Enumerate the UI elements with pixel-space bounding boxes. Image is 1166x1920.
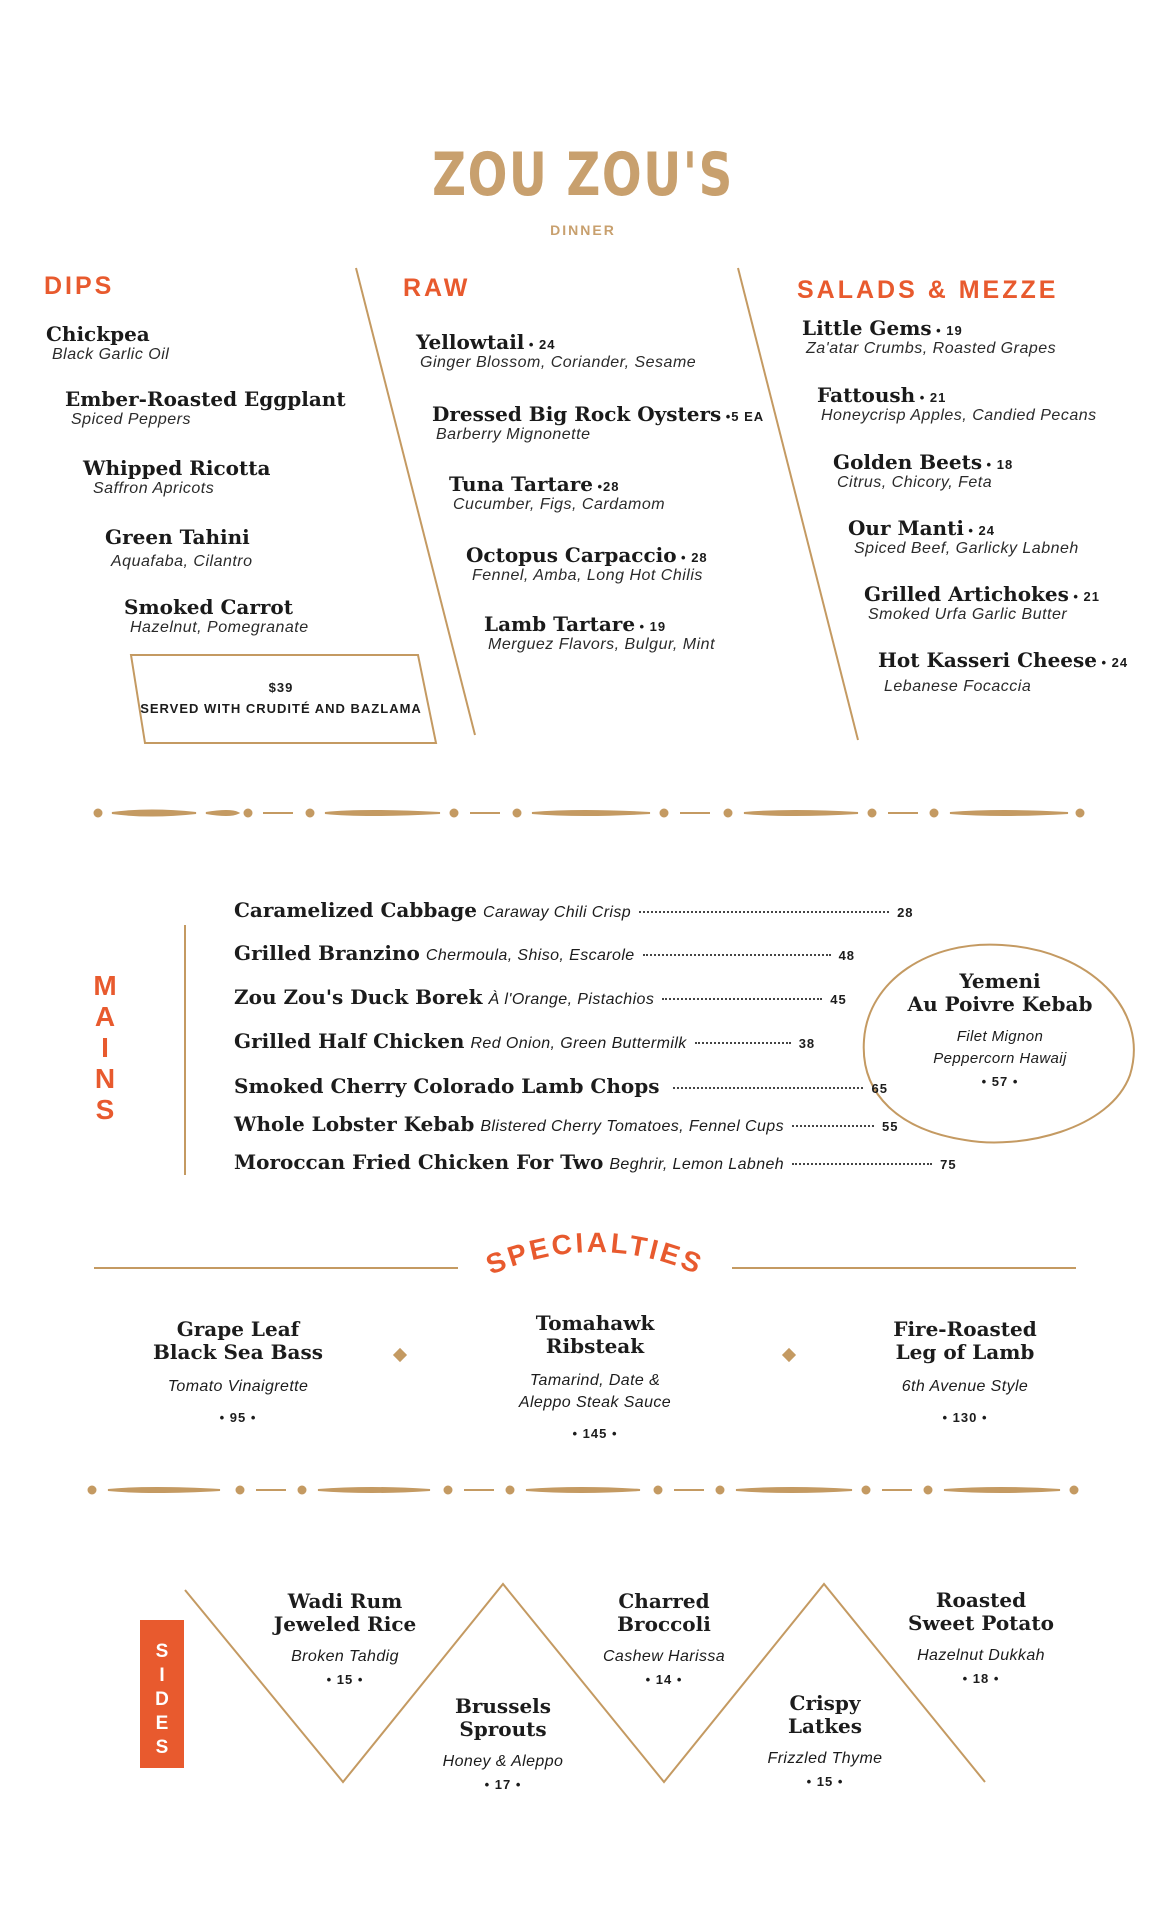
main-desc: Chermoula, Shiso, Escarole	[425, 947, 635, 964]
item-price: • 18	[986, 457, 1014, 472]
item-name: Golden Beets	[833, 450, 983, 474]
specialty-card	[475, 1312, 715, 1441]
main-name: Grilled Branzino	[234, 941, 420, 965]
heading-letter: I	[159, 1665, 165, 1686]
item-name: Green Tahini	[105, 525, 250, 549]
main-price: 48	[838, 948, 856, 963]
specialty-card	[118, 1318, 358, 1425]
item-desc: Barberry Mignonette	[436, 426, 591, 443]
main-name: Moroccan Fried Chicken For Two	[234, 1150, 604, 1174]
side-desc: Frizzled Thyme	[767, 1750, 883, 1767]
item-desc: Fennel, Amba, Long Hot Chilis	[472, 567, 703, 584]
leader-dots	[673, 1087, 863, 1089]
dips-box-price: $39	[268, 680, 294, 695]
mains-heading	[88, 970, 122, 1125]
item-desc: Hazelnut, Pomegranate	[130, 619, 309, 636]
item-desc: Spiced Peppers	[71, 411, 191, 428]
item-name: Little Gems	[802, 316, 932, 340]
item-name: Yellowtail	[416, 330, 525, 354]
side-name-line2: Sweet Potato	[908, 1611, 1054, 1635]
raw-item	[484, 612, 715, 654]
heading-letter: D	[155, 1689, 169, 1710]
main-price: 75	[940, 1157, 957, 1172]
item-name: Grilled Artichokes	[864, 582, 1069, 606]
main-name: Zou Zou's Duck Borek	[234, 985, 483, 1009]
raw-item	[432, 402, 764, 444]
item-price: • 21	[919, 390, 947, 405]
mains-row	[234, 985, 847, 1009]
side-name-line1: Roasted	[935, 1588, 1027, 1612]
item-name: Our Manti	[848, 516, 964, 540]
side-desc: Broken Tahdig	[291, 1648, 399, 1665]
main-price: 55	[881, 1119, 899, 1134]
mains-row	[234, 1112, 898, 1136]
leader-dots	[639, 911, 889, 913]
mains-row	[234, 941, 855, 965]
item-desc: Saffron Apricots	[93, 480, 215, 497]
item-name: Dressed Big Rock Oysters	[432, 402, 722, 426]
side-name-line1: Charred	[618, 1589, 710, 1613]
feature-card	[870, 970, 1130, 1089]
heading-letter: M	[93, 970, 117, 1001]
dips-item	[105, 525, 253, 571]
item-price: • 28	[681, 550, 708, 565]
salads-item	[802, 316, 1056, 358]
raw-heading: RAW	[403, 274, 471, 302]
item-name: Whipped Ricotta	[83, 456, 271, 480]
side-price: • 18 •	[962, 1671, 1000, 1686]
item-desc: Za'atar Crumbs, Roasted Grapes	[806, 340, 1057, 357]
dips-heading: DIPS	[44, 272, 115, 300]
main-desc: Blistered Cherry Tomatoes, Fennel Cups	[480, 1118, 784, 1135]
svg-text:SPECIALTIES	[482, 1227, 709, 1281]
item-price: • 24	[528, 337, 556, 352]
specialty-card	[845, 1318, 1085, 1425]
item-desc: Citrus, Chicory, Feta	[837, 474, 993, 491]
salads-item	[848, 516, 1079, 558]
item-desc: Merguez Flavors, Bulgur, Mint	[488, 636, 716, 653]
item-desc: Ginger Blossom, Coriander, Sesame	[420, 354, 697, 371]
item-name: Smoked Carrot	[124, 595, 294, 619]
specialty-desc: 6th Avenue Style	[901, 1378, 1029, 1395]
item-name: Octopus Carpaccio	[466, 543, 677, 567]
salads-item	[833, 450, 1013, 492]
salads-item	[817, 383, 1097, 425]
side-desc: Honey & Aleppo	[442, 1753, 564, 1770]
dips-item	[83, 456, 270, 498]
main-name: Whole Lobster Kebab	[234, 1112, 475, 1136]
raw-item	[416, 330, 696, 372]
side-card	[245, 1590, 445, 1687]
specialty-name-line2: Black Sea Bass	[153, 1340, 323, 1364]
feature-name-line1: Yemeni	[959, 969, 1041, 993]
item-name: Chickpea	[46, 322, 150, 346]
sides-heading	[140, 1620, 184, 1768]
mains-row	[234, 898, 914, 922]
raw-item	[449, 472, 665, 514]
item-price: • 19	[639, 619, 667, 634]
specialties-heading	[455, 1225, 735, 1295]
main-price: 45	[830, 992, 847, 1007]
dips-item	[65, 387, 346, 429]
item-name: Ember-Roasted Eggplant	[65, 387, 346, 411]
side-name-line1: Wadi Rum	[287, 1589, 403, 1613]
dips-box-note: SERVED WITH CRUDITÉ AND BAZLAMA	[140, 701, 422, 716]
side-price: • 15 •	[326, 1672, 364, 1687]
restaurant-logo: ZOU ZOU'S	[432, 140, 734, 210]
side-card	[403, 1695, 603, 1792]
main-name: Smoked Cherry Colorado Lamb Chops	[234, 1074, 660, 1098]
side-price: • 17 •	[484, 1777, 522, 1792]
specialty-price: • 145 •	[572, 1426, 618, 1441]
feature-name-line2: Au Poivre Kebab	[907, 992, 1093, 1016]
main-name: Grilled Half Chicken	[234, 1029, 465, 1053]
raw-item	[466, 543, 708, 585]
item-name: Fattoush	[817, 383, 916, 407]
heading-letter: I	[101, 1032, 109, 1063]
item-desc: Lebanese Focaccia	[884, 678, 1032, 695]
main-price: 65	[871, 1081, 888, 1096]
heading-letter: S	[155, 1737, 169, 1758]
side-price: • 14 •	[645, 1672, 683, 1687]
specialty-name-line1: Tomahawk	[535, 1311, 655, 1335]
main-price: 28	[897, 905, 914, 920]
side-name-line2: Sprouts	[459, 1717, 547, 1741]
side-name-line2: Jeweled Rice	[273, 1612, 417, 1636]
item-desc: Cucumber, Figs, Cardamom	[453, 496, 666, 513]
item-price: • 19	[936, 323, 963, 338]
specialties-heading-text: SPECIALTIES	[481, 1226, 709, 1281]
heading-letter: A	[94, 1001, 116, 1032]
specialty-price: • 130 •	[942, 1410, 988, 1425]
salads-item	[864, 582, 1100, 624]
heading-letter: N	[94, 1063, 116, 1094]
specialty-name-line2: Leg of Lamb	[895, 1340, 1035, 1364]
specialty-name-line2: Ribsteak	[545, 1334, 645, 1358]
side-price: • 15 •	[806, 1774, 844, 1789]
dips-item	[46, 322, 169, 364]
salads-heading: SALADS & MEZZE	[797, 276, 1059, 304]
main-name: Caramelized Cabbage	[234, 898, 477, 922]
mains-row	[234, 1074, 888, 1098]
side-name-line2: Latkes	[787, 1714, 863, 1738]
main-desc: Beghrir, Lemon Labneh	[609, 1156, 785, 1173]
main-price: 38	[798, 1036, 816, 1051]
feature-desc-line1: Filet Mignon	[956, 1028, 1044, 1045]
item-price: •28	[597, 479, 620, 494]
main-desc: À l'Orange, Pistachios	[488, 991, 655, 1008]
main-desc: Caraway Chili Crisp	[483, 904, 632, 921]
specialty-desc: Tomato Vinaigrette	[167, 1378, 309, 1395]
heading-letter: E	[155, 1713, 169, 1734]
item-price: • 24	[1101, 655, 1129, 670]
item-price: • 24	[968, 523, 996, 538]
item-desc: Honeycrisp Apples, Candied Pecans	[821, 407, 1097, 424]
item-desc: Spiced Beef, Garlicky Labneh	[854, 540, 1079, 557]
specialty-desc-line2: Aleppo Steak Sauce	[518, 1394, 672, 1411]
heading-letter: S	[95, 1094, 115, 1125]
item-name: Tuna Tartare	[449, 472, 593, 496]
mains-row	[234, 1029, 815, 1053]
item-desc: Smoked Urfa Garlic Butter	[868, 606, 1068, 623]
dips-item	[124, 595, 309, 637]
leader-dots	[792, 1125, 874, 1127]
feature-desc-line2: Peppercorn Hawaij	[933, 1050, 1067, 1067]
main-desc: Red Onion, Green Buttermilk	[470, 1035, 687, 1052]
dips-box	[136, 680, 426, 716]
side-name-line2: Broccoli	[617, 1612, 711, 1636]
leader-dots	[695, 1042, 791, 1044]
menu-subtitle: DINNER	[550, 222, 616, 238]
side-desc: Cashew Harissa	[602, 1648, 726, 1665]
side-name-line1: Brussels	[454, 1694, 552, 1718]
side-card	[564, 1590, 764, 1687]
side-card	[725, 1692, 925, 1789]
feature-price: • 57 •	[981, 1074, 1019, 1089]
specialty-name-line1: Fire-Roasted	[893, 1317, 1037, 1341]
side-name-line1: Crispy	[789, 1691, 861, 1715]
specialty-desc-line1: Tamarind, Date &	[529, 1372, 661, 1389]
mains-row	[234, 1150, 957, 1174]
item-name: Hot Kasseri Cheese	[878, 648, 1098, 672]
side-desc: Hazelnut Dukkah	[917, 1647, 1045, 1664]
item-desc: Aquafaba, Cilantro	[111, 553, 253, 570]
heading-letter: S	[155, 1641, 169, 1662]
leader-dots	[662, 998, 822, 1000]
item-desc: Black Garlic Oil	[52, 346, 170, 363]
salads-item	[878, 648, 1128, 696]
item-price: •5 EA	[725, 409, 765, 424]
item-price: • 21	[1073, 589, 1100, 604]
specialty-price: • 95 •	[219, 1410, 257, 1425]
side-card	[881, 1589, 1081, 1686]
leader-dots	[643, 954, 831, 956]
leader-dots	[792, 1163, 932, 1165]
specialty-name-line1: Grape Leaf	[176, 1317, 300, 1341]
item-name: Lamb Tartare	[484, 612, 636, 636]
